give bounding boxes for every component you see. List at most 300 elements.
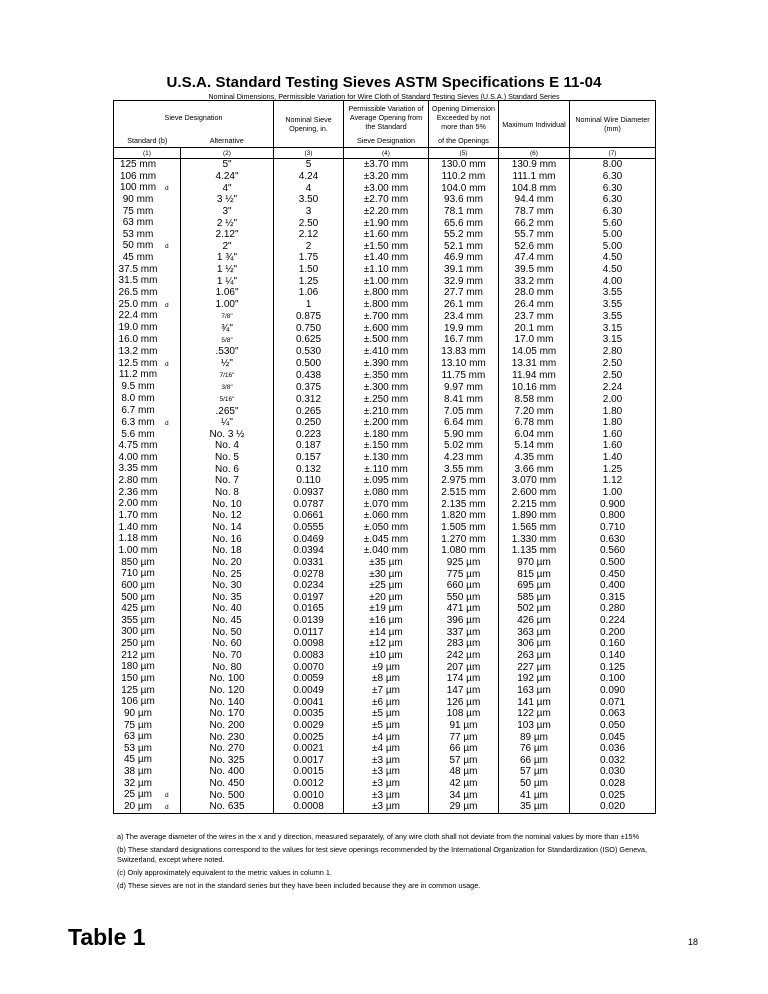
cell-permissible-variation: ±30 µm: [344, 568, 429, 580]
standard-value: 50 mm: [122, 240, 154, 252]
cell-alternative: [181, 557, 274, 569]
cell-nominal-opening: 0.0059: [274, 673, 344, 685]
footnotes: [117, 832, 657, 894]
cell-nominal-opening: 0.0025: [274, 731, 344, 743]
cell-alternative: [181, 159, 274, 171]
header-sieve-designation: Sieve Designation: [114, 101, 274, 135]
cell-alternative: [181, 358, 274, 370]
table-row: [114, 766, 656, 778]
table-row: [114, 275, 656, 287]
cell-permissible-variation: ±8 µm: [344, 673, 429, 685]
table-row: [114, 287, 656, 299]
cell-alternative: [181, 568, 274, 580]
standard-value: 150 µm: [121, 672, 155, 684]
alternative-value: No. 100: [209, 673, 245, 685]
cell-opening-exceeded: 2.975 mm: [429, 475, 499, 487]
cell-wire-diameter: 0.140: [570, 650, 656, 662]
standard-value: 4.00 mm: [118, 451, 158, 463]
cell-alternative: [181, 287, 274, 299]
cell-permissible-variation: ±.800 mm: [344, 299, 429, 311]
cell-alternative: [181, 661, 274, 673]
cell-permissible-variation: ±14 µm: [344, 626, 429, 638]
cell-standard: [114, 475, 181, 487]
cell-wire-diameter: 0.020: [570, 801, 656, 813]
cell-opening-exceeded: 19.9 mm: [429, 322, 499, 334]
cell-standard: [114, 287, 181, 299]
cell-opening-exceeded: 65.6 mm: [429, 217, 499, 229]
standard-value: 125 µm: [121, 684, 155, 696]
cell-wire-diameter: 0.030: [570, 766, 656, 778]
cell-wire-diameter: 0.125: [570, 661, 656, 673]
standard-value: 53 mm: [122, 228, 154, 240]
cell-opening-exceeded: 5.02 mm: [429, 440, 499, 452]
standard-value: 2.80 mm: [118, 475, 158, 487]
table-row: [114, 475, 656, 487]
cell-standard: [114, 452, 181, 464]
col-number-6: (6): [499, 148, 570, 159]
cell-wire-diameter: 2.00: [570, 393, 656, 405]
cell-opening-exceeded: 337 µm: [429, 626, 499, 638]
cell-nominal-opening: 0.0165: [274, 603, 344, 615]
cell-standard: [114, 171, 181, 183]
alternative-value: No. 40: [212, 603, 242, 615]
cell-standard: [114, 487, 181, 499]
cell-standard: [114, 557, 181, 569]
cell-nominal-opening: 0.0555: [274, 522, 344, 534]
cell-wire-diameter: 0.400: [570, 580, 656, 592]
standard-value: 9.5 mm: [121, 381, 155, 393]
cell-nominal-opening: 0.438: [274, 369, 344, 381]
standard-value: 53 µm: [124, 742, 152, 754]
standard-value: 710 µm: [121, 568, 155, 580]
alternative-value: No. 18: [212, 545, 242, 557]
cell-wire-diameter: 4.50: [570, 264, 656, 276]
table-row: [114, 603, 656, 615]
alternative-value: No. 30: [212, 580, 242, 592]
cell-opening-exceeded: 34 µm: [429, 789, 499, 801]
cell-opening-exceeded: 55.2 mm: [429, 229, 499, 241]
cell-alternative: [181, 801, 274, 813]
cell-standard: [114, 182, 181, 194]
alternative-value: No. 5: [215, 452, 239, 464]
cell-alternative: [181, 580, 274, 592]
cell-permissible-variation: ±3 µm: [344, 766, 429, 778]
standard-value: 500 µm: [121, 591, 155, 603]
table-row: [114, 440, 656, 452]
standard-value: 63 mm: [122, 217, 154, 229]
table-row: [114, 580, 656, 592]
header-permissible-variation: Permissible Variation of Average Opening from the Standard: [344, 101, 429, 135]
cell-permissible-variation: ±.600 mm: [344, 322, 429, 334]
alternative-value: No. 20: [212, 556, 242, 568]
cell-alternative: [181, 275, 274, 287]
cell-opening-exceeded: 48 µm: [429, 766, 499, 778]
cell-nominal-opening: 1.50: [274, 264, 344, 276]
cell-permissible-variation: ±10 µm: [344, 650, 429, 662]
cell-permissible-variation: ±25 µm: [344, 580, 429, 592]
cell-permissible-variation: ±1.90 mm: [344, 217, 429, 229]
cell-standard: [114, 778, 181, 790]
table-row: [114, 182, 656, 194]
cell-permissible-variation: ±.250 mm: [344, 393, 429, 405]
cell-wire-diameter: 0.100: [570, 673, 656, 685]
standard-value: 75 mm: [122, 205, 154, 217]
cell-max-individual: 6.78 mm: [499, 417, 570, 429]
cell-wire-diameter: 0.032: [570, 754, 656, 766]
alternative-value: ¼": [221, 417, 233, 429]
cell-wire-diameter: 0.500: [570, 557, 656, 569]
cell-max-individual: 52.6 mm: [499, 240, 570, 252]
cell-nominal-opening: 0.0008: [274, 801, 344, 813]
standard-value: 37.5 mm: [118, 263, 158, 275]
cell-max-individual: 1.890 mm: [499, 510, 570, 522]
table-row: [114, 661, 656, 673]
cell-max-individual: 141 µm: [499, 696, 570, 708]
cell-wire-diameter: 3.55: [570, 299, 656, 311]
cell-nominal-opening: 0.0278: [274, 568, 344, 580]
header-max-individual: Maximum Individual: [499, 101, 570, 148]
alternative-value: No. 325: [209, 754, 245, 766]
cell-permissible-variation: ±.410 mm: [344, 346, 429, 358]
table-row: [114, 650, 656, 662]
cell-opening-exceeded: 147 µm: [429, 685, 499, 697]
standard-value: 425 µm: [121, 603, 155, 615]
cell-max-individual: 89 µm: [499, 731, 570, 743]
header-wire-diameter: Nominal Wire Diameter (mm): [570, 101, 656, 148]
cell-wire-diameter: 0.710: [570, 522, 656, 534]
cell-nominal-opening: 0.0098: [274, 638, 344, 650]
standard-value: 90 µm: [124, 707, 152, 719]
cell-opening-exceeded: 130.0 mm: [429, 159, 499, 171]
cell-alternative: [181, 206, 274, 218]
cell-nominal-opening: 0.132: [274, 463, 344, 475]
standard-value: 6.7 mm: [121, 405, 155, 417]
cell-permissible-variation: ±.200 mm: [344, 417, 429, 429]
cell-opening-exceeded: 23.4 mm: [429, 310, 499, 322]
cell-max-individual: 8.58 mm: [499, 393, 570, 405]
table-row: [114, 778, 656, 790]
cell-max-individual: 41 µm: [499, 789, 570, 801]
cell-permissible-variation: ±.210 mm: [344, 405, 429, 417]
cell-standard: [114, 708, 181, 720]
cell-standard: [114, 381, 181, 393]
cell-permissible-variation: ±3.00 mm: [344, 182, 429, 194]
standard-value: 6.3 mm: [121, 416, 155, 428]
footnote-marker: d: [165, 243, 169, 251]
cell-alternative: [181, 754, 274, 766]
cell-nominal-opening: 0.0049: [274, 685, 344, 697]
cell-permissible-variation: ±.800 mm: [344, 287, 429, 299]
standard-value: 1.40 mm: [118, 521, 158, 533]
cell-permissible-variation: ±1.60 mm: [344, 229, 429, 241]
cell-wire-diameter: 2.80: [570, 346, 656, 358]
table-row: [114, 615, 656, 627]
cell-nominal-opening: 0.0787: [274, 498, 344, 510]
cell-nominal-opening: 0.0083: [274, 650, 344, 662]
cell-max-individual: 10.16 mm: [499, 381, 570, 393]
cell-standard: [114, 240, 181, 252]
standard-value: 300 µm: [121, 626, 155, 638]
cell-wire-diameter: 0.450: [570, 568, 656, 580]
cell-opening-exceeded: 775 µm: [429, 568, 499, 580]
alternative-value: No. 140: [209, 696, 245, 708]
table-row: [114, 533, 656, 545]
cell-nominal-opening: 0.312: [274, 393, 344, 405]
alternative-value: No. 270: [209, 743, 245, 755]
cell-opening-exceeded: 93.6 mm: [429, 194, 499, 206]
alternative-value: No. 635: [209, 801, 245, 813]
cell-opening-exceeded: 6.64 mm: [429, 417, 499, 429]
cell-standard: [114, 510, 181, 522]
cell-opening-exceeded: 13.10 mm: [429, 358, 499, 370]
alternative-value: No. 50: [212, 626, 242, 638]
cell-nominal-opening: 0.157: [274, 452, 344, 464]
cell-max-individual: 227 µm: [499, 661, 570, 673]
cell-standard: [114, 217, 181, 229]
table-row: [114, 592, 656, 604]
cell-standard: [114, 322, 181, 334]
cell-max-individual: 4.35 mm: [499, 452, 570, 464]
cell-standard: [114, 603, 181, 615]
cell-permissible-variation: ±12 µm: [344, 638, 429, 650]
cell-nominal-opening: 2.12: [274, 229, 344, 241]
cell-permissible-variation: ±1.00 mm: [344, 275, 429, 287]
cell-max-individual: 2.600 mm: [499, 487, 570, 499]
cell-opening-exceeded: 91 µm: [429, 720, 499, 732]
cell-standard: [114, 720, 181, 732]
cell-nominal-opening: 0.0117: [274, 626, 344, 638]
cell-opening-exceeded: 16.7 mm: [429, 334, 499, 346]
cell-permissible-variation: ±4 µm: [344, 743, 429, 755]
alternative-value: No. 10: [212, 498, 242, 510]
cell-wire-diameter: 0.630: [570, 533, 656, 545]
cell-opening-exceeded: 550 µm: [429, 592, 499, 604]
cell-alternative: [181, 475, 274, 487]
cell-nominal-opening: 0.875: [274, 310, 344, 322]
alternative-value: No. 8: [215, 487, 239, 499]
cell-standard: [114, 580, 181, 592]
table-row: [114, 405, 656, 417]
cell-nominal-opening: 0.0041: [274, 696, 344, 708]
table-row: [114, 299, 656, 311]
cell-permissible-variation: ±19 µm: [344, 603, 429, 615]
cell-wire-diameter: 1.60: [570, 429, 656, 441]
cell-standard: [114, 159, 181, 171]
cell-wire-diameter: 0.224: [570, 615, 656, 627]
cell-nominal-opening: 0.187: [274, 440, 344, 452]
cell-opening-exceeded: 207 µm: [429, 661, 499, 673]
alternative-value: No. 500: [209, 789, 245, 801]
cell-permissible-variation: ±.040 mm: [344, 545, 429, 557]
cell-standard: [114, 417, 181, 429]
cell-nominal-opening: 0.0035: [274, 708, 344, 720]
standard-value: 75 µm: [124, 719, 152, 731]
alternative-value: 1.00": [215, 299, 239, 310]
cell-wire-diameter: 6.30: [570, 171, 656, 183]
standard-value: 8.0 mm: [121, 393, 155, 405]
cell-nominal-opening: 0.0937: [274, 487, 344, 499]
cell-max-individual: 1.565 mm: [499, 522, 570, 534]
cell-max-individual: 1.135 mm: [499, 545, 570, 557]
alternative-value: No. 80: [212, 661, 242, 673]
cell-standard: [114, 405, 181, 417]
footnote-marker: d: [165, 360, 169, 368]
cell-alternative: [181, 592, 274, 604]
cell-alternative: [181, 334, 274, 346]
table-row: [114, 346, 656, 358]
cell-permissible-variation: ±3 µm: [344, 754, 429, 766]
cell-opening-exceeded: 57 µm: [429, 754, 499, 766]
cell-permissible-variation: ±5 µm: [344, 708, 429, 720]
cell-opening-exceeded: 1.505 mm: [429, 522, 499, 534]
cell-nominal-opening: 0.0021: [274, 743, 344, 755]
alternative-value: No. 4: [215, 440, 239, 452]
cell-max-individual: 306 µm: [499, 638, 570, 650]
cell-wire-diameter: 0.315: [570, 592, 656, 604]
cell-opening-exceeded: 174 µm: [429, 673, 499, 685]
cell-standard: [114, 522, 181, 534]
table-row: [114, 463, 656, 475]
cell-standard: [114, 194, 181, 206]
cell-wire-diameter: 0.071: [570, 696, 656, 708]
sieve-table: [113, 100, 656, 814]
cell-alternative: [181, 545, 274, 557]
cell-nominal-opening: 0.500: [274, 358, 344, 370]
cell-standard: [114, 568, 181, 580]
cell-opening-exceeded: 77 µm: [429, 731, 499, 743]
alternative-value: No. 25: [212, 568, 242, 580]
alternative-value: 3": [222, 205, 232, 217]
cell-standard: [114, 743, 181, 755]
cell-standard: [114, 252, 181, 264]
cell-wire-diameter: 0.200: [570, 626, 656, 638]
cell-permissible-variation: ±.080 mm: [344, 487, 429, 499]
table-row: [114, 638, 656, 650]
cell-permissible-variation: ±3.20 mm: [344, 171, 429, 183]
cell-wire-diameter: 2.24: [570, 381, 656, 393]
footnote-a: a) The average diameter of the wires in the x and y direction, measured separately, of any wire cloth shall not deviate from the nominal values by more than ±15%: [117, 832, 640, 841]
footnote-marker: d: [165, 185, 169, 193]
cell-max-individual: 28.0 mm: [499, 287, 570, 299]
cell-standard: [114, 229, 181, 241]
cell-alternative: [181, 673, 274, 685]
cell-opening-exceeded: 660 µm: [429, 580, 499, 592]
alternative-value: No. 7: [215, 475, 239, 487]
cell-wire-diameter: 2.50: [570, 369, 656, 381]
cell-nominal-opening: 0.0017: [274, 754, 344, 766]
cell-alternative: [181, 463, 274, 475]
cell-permissible-variation: ±9 µm: [344, 661, 429, 673]
cell-permissible-variation: ±3 µm: [344, 778, 429, 790]
footnote-marker: d: [165, 419, 169, 427]
cell-opening-exceeded: 9.97 mm: [429, 381, 499, 393]
cell-wire-diameter: 0.025: [570, 789, 656, 801]
cell-nominal-opening: 1.75: [274, 252, 344, 264]
cell-alternative: [181, 252, 274, 264]
table-label: Table 1: [68, 924, 146, 950]
cell-nominal-opening: 0.110: [274, 475, 344, 487]
cell-max-individual: 104.8 mm: [499, 182, 570, 194]
alternative-value: No. 45: [212, 615, 242, 627]
cell-opening-exceeded: 39.1 mm: [429, 264, 499, 276]
cell-wire-diameter: 0.160: [570, 638, 656, 650]
cell-alternative: [181, 429, 274, 441]
cell-alternative: [181, 240, 274, 252]
footnote-marker: d: [165, 301, 169, 309]
cell-permissible-variation: ±1.10 mm: [344, 264, 429, 276]
cell-max-individual: 130.9 mm: [499, 159, 570, 171]
cell-alternative: [181, 299, 274, 311]
cell-nominal-opening: 0.0197: [274, 592, 344, 604]
cell-wire-diameter: 0.050: [570, 720, 656, 732]
page-subtitle: Nominal Dimensions, Permissible Variation for Wire Cloth of Standard Testing Sieves (U.S.A.) Standard Series: [208, 92, 560, 101]
alternative-value: No. 120: [209, 684, 245, 696]
table-row: [114, 673, 656, 685]
cell-alternative: [181, 638, 274, 650]
cell-max-individual: 363 µm: [499, 626, 570, 638]
table-row: [114, 708, 656, 720]
cell-nominal-opening: 2: [274, 240, 344, 252]
cell-alternative: [181, 696, 274, 708]
cell-nominal-opening: 0.0661: [274, 510, 344, 522]
cell-max-individual: 1.330 mm: [499, 533, 570, 545]
alternative-value: 3 ½": [216, 194, 238, 206]
cell-standard: [114, 206, 181, 218]
cell-alternative: [181, 381, 274, 393]
cell-opening-exceeded: 66 µm: [429, 743, 499, 755]
cell-max-individual: 103 µm: [499, 720, 570, 732]
standard-value: 90 mm: [122, 193, 154, 205]
alternative-value: No. 230: [209, 731, 245, 743]
cell-wire-diameter: 0.063: [570, 708, 656, 720]
cell-wire-diameter: 1.40: [570, 452, 656, 464]
cell-opening-exceeded: 32.9 mm: [429, 275, 499, 287]
cell-standard: [114, 310, 181, 322]
header-nominal-opening: Nominal Sieve Opening, in.: [274, 101, 344, 148]
cell-permissible-variation: ±4 µm: [344, 731, 429, 743]
cell-permissible-variation: ±.130 mm: [344, 452, 429, 464]
table-row: [114, 322, 656, 334]
cell-permissible-variation: ±6 µm: [344, 696, 429, 708]
cell-alternative: [181, 510, 274, 522]
cell-alternative: [181, 487, 274, 499]
table-row: [114, 206, 656, 218]
standard-value: 63 µm: [124, 731, 152, 743]
header-opening-exceeded-sub: of the Openings: [429, 134, 499, 148]
cell-opening-exceeded: 2.515 mm: [429, 487, 499, 499]
cell-permissible-variation: ±3.70 mm: [344, 159, 429, 171]
standard-value: 32 µm: [124, 777, 152, 789]
cell-standard: [114, 299, 181, 311]
cell-alternative: [181, 615, 274, 627]
cell-max-individual: 76 µm: [499, 743, 570, 755]
cell-opening-exceeded: 27.7 mm: [429, 287, 499, 299]
alternative-value: No. 170: [209, 708, 245, 720]
table-row: [114, 789, 656, 801]
cell-nominal-opening: 0.0070: [274, 661, 344, 673]
cell-wire-diameter: 0.280: [570, 603, 656, 615]
cell-max-individual: 50 µm: [499, 778, 570, 790]
cell-standard: [114, 673, 181, 685]
cell-opening-exceeded: 26.1 mm: [429, 299, 499, 311]
cell-max-individual: 163 µm: [499, 685, 570, 697]
alternative-value: No. 14: [212, 521, 242, 533]
standard-value: 12.5 mm: [118, 357, 158, 369]
table-body: [114, 159, 656, 814]
cell-wire-diameter: 0.045: [570, 731, 656, 743]
standard-value: 355 µm: [121, 614, 155, 626]
alternative-value: No. 70: [212, 650, 242, 662]
